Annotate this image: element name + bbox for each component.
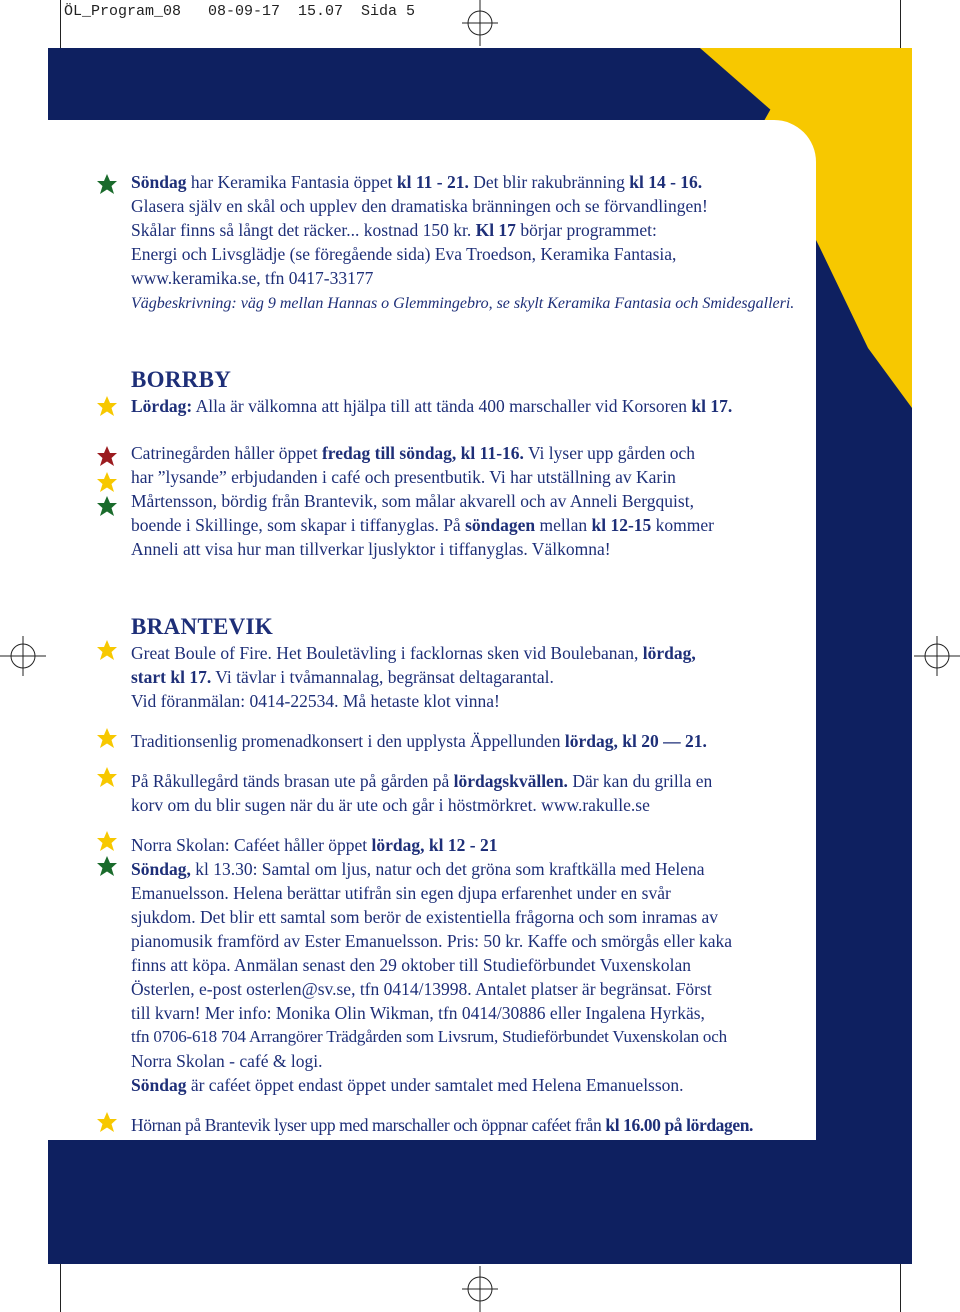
text-line bbox=[131, 769, 811, 793]
text-span: har Keramika Fantasia öppet bbox=[186, 172, 397, 192]
text-line: tfn 0706-618 704 Arrangörer Trädgården som Livsrum, Studieförbundet Vuxenskolan och bbox=[131, 1027, 727, 1046]
keramika-line-2: Glasera själv en skål och upplev den dramatiska bränningen och se förvandlingen! bbox=[131, 196, 708, 216]
text-line bbox=[131, 513, 811, 537]
text-line: Österlen, e-post osterlen@sv.se, tfn 0414/13998. Antalet platser är begränsat. Först bbox=[131, 979, 712, 999]
text-span: kl 13.30: Samtal om ljus, natur och det gröna som kraftkälla med Helena bbox=[190, 859, 705, 879]
text-line bbox=[131, 441, 811, 465]
day-label: Söndag, bbox=[131, 859, 191, 879]
text-line: sjukdom. Det blir ett samtal som berör de existentiella frågorna och som inramas av bbox=[131, 907, 719, 927]
text-span: Vi lyser upp gården och bbox=[523, 443, 696, 463]
text-span: Norra Skolan: Caféet håller öppet bbox=[131, 835, 372, 855]
boule-paragraph bbox=[131, 641, 811, 713]
borrby-paragraph-1 bbox=[131, 394, 811, 418]
time-label: kl 12-15 bbox=[591, 515, 652, 535]
borrby-section bbox=[131, 366, 811, 561]
text-span: Catrinegården håller öppet bbox=[131, 443, 322, 463]
time-label: kl 14 - 16. bbox=[629, 172, 703, 192]
text-line: Emanuelsson. Helena berättar utifrån sin egen djupa erfarenhet under en svår bbox=[131, 883, 671, 903]
text-span: Great Boule of Fire. Het Bouletävling i facklornas sken vid Boulebanan, bbox=[131, 643, 643, 663]
norra-skolan-paragraph bbox=[131, 833, 811, 1097]
time-label: kl 16.00 på lördagen. bbox=[605, 1115, 754, 1135]
yellow-star-icon bbox=[96, 830, 118, 852]
green-star-icon bbox=[96, 495, 118, 517]
time-label: fredag till söndag, kl 11-16. bbox=[321, 443, 524, 463]
text-span: På Råkullegård tänds brasan ute på gården på bbox=[131, 771, 454, 791]
text-span: Alla är välkomna att hjälpa till att tända 400 marschaller vid Korsoren bbox=[192, 396, 692, 416]
brantevik-section bbox=[131, 613, 811, 1137]
yellow-star-icon bbox=[96, 727, 118, 749]
text-span: kommer bbox=[651, 515, 714, 535]
text-line: korv om du blir sugen när du är ute och går i höstmörkret. www.rakulle.se bbox=[131, 795, 650, 815]
yellow-star-icon bbox=[96, 1111, 118, 1133]
day-label: Söndag bbox=[131, 172, 187, 192]
trim-mark bbox=[900, 1264, 901, 1312]
keramika-line-5: www.keramika.se, tfn 0417-33177 bbox=[131, 268, 374, 288]
keramika-line-4: Energi och Livsglädje (se föregående sida) Eva Troedson, Keramika Fantasia, bbox=[131, 244, 677, 264]
red-star-icon bbox=[96, 445, 118, 467]
time-label: lördag, kl 12 - 21 bbox=[371, 835, 498, 855]
trim-mark bbox=[900, 0, 901, 48]
day-label: lördag, bbox=[642, 643, 696, 663]
text-span: är caféet öppet endast öppet under samtalet med Helena Emanuelsson. bbox=[186, 1075, 684, 1095]
text-span: Hörnan på Brantevik lyser upp med marschaller och öppnar caféet från bbox=[131, 1115, 606, 1135]
text-span: Där kan du grilla en bbox=[567, 771, 713, 791]
time-label: Kl 17 bbox=[475, 220, 516, 240]
green-star-icon bbox=[96, 173, 118, 195]
print-slug: ÖL_Program_08 08-09-17 15.07 Sida 5 bbox=[64, 3, 416, 20]
time-label: lördag, kl 20 — 21. bbox=[564, 731, 707, 751]
trim-mark bbox=[60, 0, 61, 48]
borrby-paragraph-2 bbox=[131, 441, 811, 561]
yellow-star-icon bbox=[96, 639, 118, 661]
text-line bbox=[131, 641, 811, 665]
concert-paragraph bbox=[131, 729, 811, 753]
text-line bbox=[131, 665, 811, 689]
text-line bbox=[131, 857, 811, 881]
registration-mark-top bbox=[462, 0, 498, 46]
program-content bbox=[131, 170, 811, 1137]
text-span: Traditionsenlig promenadkonsert i den upplysta Äppellunden bbox=[131, 731, 565, 751]
text-line: Anneli att visa hur man tillverkar ljuslyktor i tiffanyglas. Välkomna! bbox=[131, 539, 611, 559]
text-span: Skålar finns så långt det räcker... kostnad 150 kr. bbox=[131, 220, 476, 240]
directions-text: Vägbeskrivning: väg 9 mellan Hannas o Glemmingebro, se skylt Keramika Fantasia och Smidesgalleri. bbox=[131, 295, 795, 312]
yellow-star-icon bbox=[96, 395, 118, 417]
text-line: till kvarn! Mer info: Monika Olin Wikman, tfn 0414/30886 eller Ingalena Hyrkäs, bbox=[131, 1003, 705, 1023]
time-label: start kl 17. bbox=[131, 667, 212, 687]
registration-mark-left bbox=[0, 636, 46, 676]
text-line bbox=[131, 833, 811, 857]
keramika-line-1 bbox=[131, 170, 811, 194]
text-line: har ”lysande” erbjudanden i café och presentbutik. Vi har utställning av Karin bbox=[131, 467, 676, 487]
text-span: Det blir rakubränning bbox=[468, 172, 630, 192]
keramika-line-3 bbox=[131, 218, 811, 242]
time-label: kl 17. bbox=[691, 396, 733, 416]
hornan-paragraph bbox=[131, 1113, 811, 1137]
registration-mark-bottom bbox=[462, 1266, 498, 1312]
text-line bbox=[131, 1073, 811, 1097]
day-label: lördagskvällen. bbox=[453, 771, 568, 791]
text-line: Vid föranmälan: 0414-22534. Må hetaste klot vinna! bbox=[131, 691, 500, 711]
yellow-star-icon bbox=[96, 766, 118, 788]
yellow-star-icon bbox=[96, 471, 118, 493]
day-label: Söndag bbox=[131, 1075, 187, 1095]
text-span: mellan bbox=[535, 515, 592, 535]
day-label: söndagen bbox=[465, 515, 536, 535]
text-line: finns att köpa. Anmälan senast den 29 oktober till Studieförbundet Vuxenskolan bbox=[131, 955, 691, 975]
brantevik-heading: BRANTEVIK bbox=[131, 614, 274, 639]
registration-mark-right bbox=[914, 636, 960, 676]
keramika-section bbox=[131, 170, 811, 316]
text-span: börjar programmet: bbox=[515, 220, 657, 240]
day-label: Lördag: bbox=[131, 396, 193, 416]
text-span: boende i Skillinge, som skapar i tiffanyglas. På bbox=[131, 515, 466, 535]
rakullegard-paragraph bbox=[131, 769, 811, 817]
trim-mark bbox=[60, 1264, 61, 1312]
green-star-icon bbox=[96, 855, 118, 877]
navy-frame-bottom bbox=[48, 1140, 912, 1264]
text-span: Vi tävlar i tvåmannalag, begränsat deltagarantal. bbox=[211, 667, 554, 687]
borrby-heading: BORRBY bbox=[131, 367, 232, 392]
text-line: Mårtensson, bördig från Brantevik, som målar akvarell och av Anneli Bergquist, bbox=[131, 491, 694, 511]
text-line: Norra Skolan - café & logi. bbox=[131, 1051, 323, 1071]
text-line: pianomusik framförd av Ester Emanuelsson. Pris: 50 kr. Kaffe och smörgås eller kaka bbox=[131, 931, 733, 951]
time-label: kl 11 - 21. bbox=[396, 172, 469, 192]
